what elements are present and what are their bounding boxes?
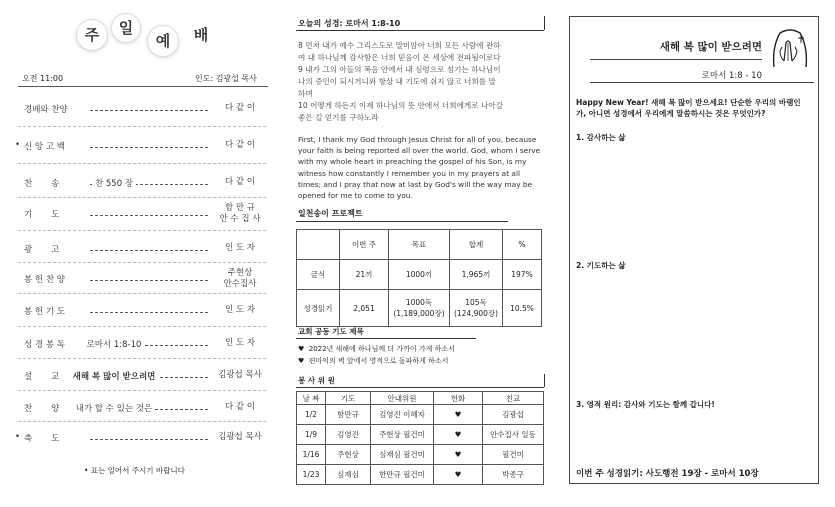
project-cell: 1,965끼 [450, 260, 503, 290]
scripture-korean-line: 10 어떻게 하든지 이제 하나님의 뜻 안에서 너희에게로 나아갈 [298, 101, 504, 110]
volunteers-heading: 봉 사 위 원 [298, 376, 335, 385]
project-cell: 성경읽기 [297, 290, 340, 327]
volunteers-cell: 안수집사 일동 [483, 425, 544, 445]
order-label: 광 고 [24, 245, 60, 255]
order-row [15, 140, 266, 154]
volunteers-cell: 1/16 [297, 445, 326, 465]
project-header-cell: 합계 [450, 230, 503, 260]
order-label: 찬 송 [24, 179, 60, 189]
volunteers-cell: 심재심 필건미 [371, 445, 434, 465]
volunteers-cell: ♥ [434, 445, 483, 465]
scripture-english-line: times; and I pray that now at last by God's will the way may be [298, 179, 533, 189]
volunteers-cell: ♥ [434, 425, 483, 445]
order-leader: 함 만 규 안 수 집 사 [214, 203, 266, 225]
volunteers-cell: 함만규 [326, 405, 371, 425]
sermon-intro-line: 가, 아니면 성경에서 우리에게 말씀하시는 것은 무엇인가? [576, 109, 766, 118]
volunteers-cell: 한만규 필건미 [371, 465, 434, 485]
order-row [18, 268, 266, 289]
order-leader: 김광섭 목사 [214, 432, 266, 443]
order-label: 성 경 봉 독 [24, 340, 65, 350]
scripture-rule [296, 30, 544, 31]
order-label: 봉 헌 기 도 [24, 307, 65, 317]
order-detail: 새해 복 많이 받으려면 [18, 370, 210, 382]
scripture-english-line: opened for me to come to you. [298, 191, 413, 201]
order-leader: 다 같 이 [214, 402, 266, 413]
leader-dots [90, 312, 208, 313]
scripture-korean-line: 나의 증인이 되시거니와 항상 내 기도에 쉬지 않고 너희를 말 [298, 77, 496, 86]
prayer-rule [296, 338, 476, 339]
project-cell: 21끼 [340, 260, 389, 290]
order-row [18, 243, 266, 257]
volunteers-cell: 김광섭 [483, 405, 544, 425]
project-cell: 10.5% [503, 290, 542, 327]
volunteers-cell: 심재심 [326, 465, 371, 485]
order-label: 축 도 [24, 434, 60, 444]
order-row [18, 203, 266, 224]
order-label: 찬 양 [24, 404, 60, 414]
title-char-2: 일 [112, 14, 140, 42]
scripture-korean-line: 좋은 길 얻기를 구하노라 [298, 113, 379, 122]
order-separator [18, 293, 266, 294]
leader-dots [90, 215, 208, 216]
leader-dots [90, 250, 208, 251]
scripture-rule-end [544, 16, 545, 30]
project-table [296, 229, 542, 327]
scripture-heading: 오늘의 성경: 로마서 1:8-10 [298, 19, 401, 28]
order-separator [18, 421, 266, 422]
sermon-intro [576, 97, 816, 119]
volunteers-cell: 주현상 필건미 [371, 425, 434, 445]
sermon-reference: 로마서 1:8 - 10 [701, 71, 762, 81]
sermon-title: 새해 복 많이 받으려면 [659, 41, 762, 53]
order-row [15, 432, 266, 446]
volunteers-cell: 1/9 [297, 425, 326, 445]
order-separator [18, 262, 266, 263]
order-leader: 다 같 이 [214, 177, 266, 188]
project-header-cell: 목표 [389, 230, 450, 260]
praying-hands-icon [770, 27, 810, 69]
order-detail: 내가 할 수 있는 것은 [18, 402, 210, 414]
order-row [18, 338, 266, 352]
title-char-1: 주 [77, 20, 107, 50]
order-label: 경배와 찬양 [24, 105, 68, 115]
volunteers-header-cell: 헌화 [434, 392, 483, 405]
order-leader: 주현상 안수집사 [214, 268, 266, 290]
sermon-title-rule [590, 59, 762, 60]
order-leader: 김광섭 목사 [214, 370, 266, 381]
order-detail: 로마서 1:8-10 [18, 338, 210, 350]
volunteers-cell: 김영진 이혜자 [371, 405, 434, 425]
scripture-korean-line: 9 내가 그의 아들의 복음 안에서 내 심령으로 섬기는 하나님이 [298, 65, 501, 74]
prayer-item: ♥ 편마익의 벽 앞에서 영적으로 돌파하게 하소서 [298, 357, 449, 365]
order-row [18, 305, 266, 319]
project-cell: 금식 [297, 260, 340, 290]
title-char-4: 배 [186, 20, 216, 50]
project-heading: 일천송이 프로젝트 [298, 209, 363, 218]
volunteers-table [296, 391, 544, 485]
volunteers-cell: 김영진 [326, 425, 371, 445]
order-detail: 찬 550 장 [18, 177, 210, 189]
weekly-reading: 이번 주 성경읽기: 사도행전 19장 - 로마서 10장 [576, 469, 759, 479]
volunteers-cell: ♥ [434, 405, 483, 425]
prayer-heading: 교회 공동 기도 제목 [298, 327, 364, 336]
standing-marker: • [15, 432, 21, 442]
standing-marker: • [15, 140, 21, 150]
order-separator [18, 230, 266, 231]
scripture-english-line: your faith is being reported all over the world. God, whom I serve [298, 146, 541, 156]
order-separator [18, 163, 266, 164]
order-separator [18, 390, 266, 391]
project-cell: 1000끼 [389, 260, 450, 290]
title-char-3: 예 [148, 26, 178, 56]
sermon-panel [569, 16, 819, 484]
volunteers-cell: 필건미 [483, 445, 544, 465]
project-cell: 197% [503, 260, 542, 290]
order-leader: 다 같 이 [214, 140, 266, 151]
scripture-english [298, 134, 546, 201]
order-label: 기 도 [24, 210, 60, 220]
order-leader: 인 도 자 [214, 338, 266, 349]
order-separator [18, 358, 266, 359]
sermon-point-3: 3. 영적 원리: 감사와 기도는 함께 갑니다! [576, 400, 715, 409]
scripture-korean [298, 40, 544, 124]
order-label: 설 교 [24, 372, 60, 382]
order-separator [18, 197, 266, 198]
order-label: 봉 헌 찬 양 [24, 275, 65, 285]
scripture-english-line: with my whole heart in preaching the gospel of his Son, is my [298, 157, 527, 167]
order-leader: 인 도 자 [214, 305, 266, 316]
volunteers-header-cell: 친교 [483, 392, 544, 405]
stand-note: • 표는 일어서 주시기 바랍니다 [84, 466, 185, 475]
sermon-point-2: 2. 기도하는 삶 [576, 261, 626, 270]
leader-dots [90, 280, 208, 281]
scripture-korean-line: 하며 [298, 89, 313, 98]
volunteers-cell: 주현상 [326, 445, 371, 465]
sermon-ref-rule [590, 82, 814, 83]
project-header-cell: % [503, 230, 542, 260]
leader-dots [90, 439, 208, 440]
leader-dots [90, 110, 208, 111]
sermon-intro-line: Happy New Year! 새해 복 많이 받으세요! 단순한 우리의 바램인 [576, 98, 801, 107]
project-header-cell: 이번 주 [340, 230, 389, 260]
order-label: 신 앙 고 백 [24, 142, 65, 152]
project-rule [296, 221, 508, 222]
prayer-item: ♥ 2022년 새해에 하나님께 더 가까이 가게 하소서 [298, 345, 455, 353]
volunteers-rule [296, 387, 544, 388]
project-cell: 2,051 [340, 290, 389, 327]
project-cell: 1000독 (1,189,000장) [389, 290, 450, 327]
scripture-korean-line: 여 내 하나님께 감사함은 너희 믿음이 온 세상에 전파됨이로다 [298, 53, 501, 62]
order-row [18, 370, 266, 384]
order-leader: 인 도 자 [214, 243, 266, 254]
order-row [18, 402, 266, 416]
header-divider [18, 86, 268, 87]
volunteers-rule-end [544, 374, 545, 387]
heart-icon: ♥ [298, 357, 305, 365]
order-row [18, 103, 266, 117]
volunteers-cell: 1/23 [297, 465, 326, 485]
service-leader: 인도: 김광섭 목사 [195, 74, 257, 83]
heart-icon: ♥ [298, 345, 305, 353]
scripture-english-line: witness how constantly I remember you in my prayers at all [298, 168, 521, 178]
sermon-point-1: 1. 감사하는 삶 [576, 133, 626, 142]
project-header-cell [297, 230, 340, 260]
service-time: 오전 11:00 [22, 74, 64, 83]
volunteers-header-cell: 안내위원 [371, 392, 434, 405]
order-separator [18, 326, 266, 327]
leader-dots [90, 147, 208, 148]
order-separator [18, 126, 266, 127]
volunteers-header-cell: 기도 [326, 392, 371, 405]
project-cell: 105독 (124,900장) [450, 290, 503, 327]
order-leader: 다 같 이 [214, 103, 266, 114]
volunteers-cell: ♥ [434, 465, 483, 485]
volunteers-cell: 1/2 [297, 405, 326, 425]
volunteers-cell: 박종구 [483, 465, 544, 485]
scripture-english-line: First, I thank my God through Jesus Christ for all of you, because [298, 135, 537, 144]
order-row [18, 177, 266, 191]
scripture-korean-line: 8 먼저 내가 예수 그리스도로 말미암아 너희 모든 사람에 관하 [298, 41, 501, 50]
volunteers-header-cell: 날 짜 [297, 392, 326, 405]
